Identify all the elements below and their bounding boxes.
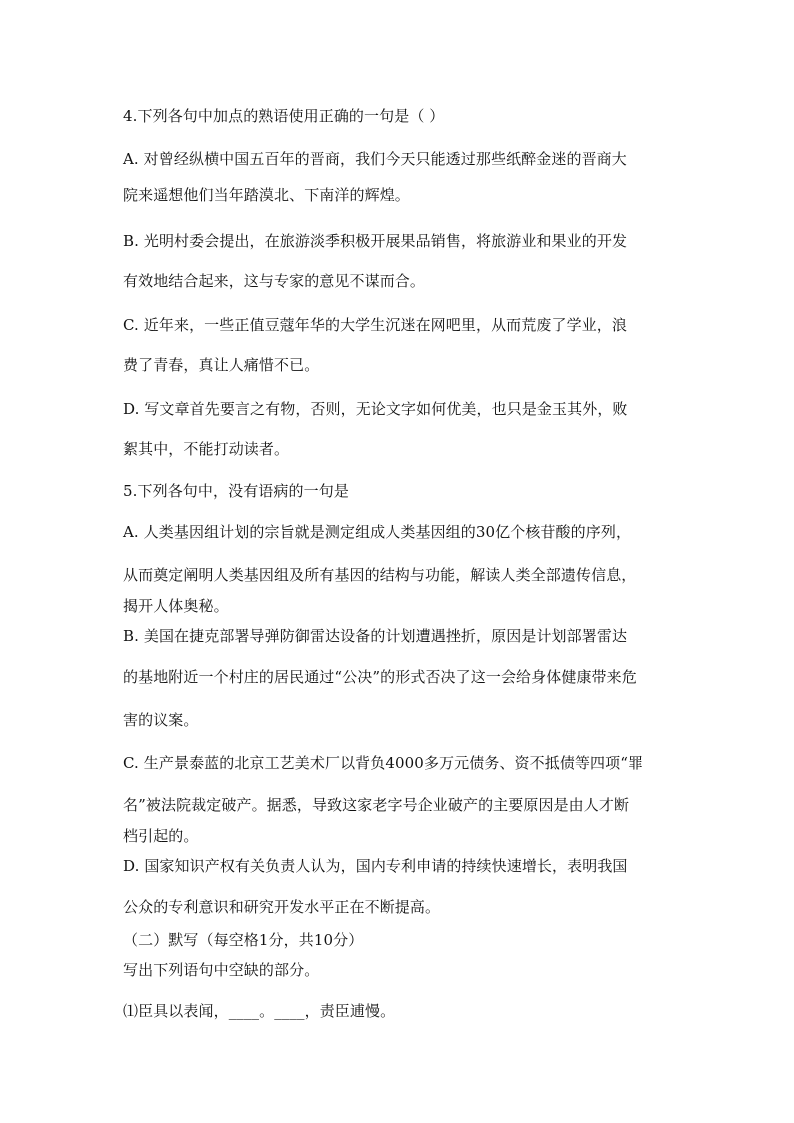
question-5-option-c-line-3: 档引起的。: [123, 827, 199, 845]
question-5-option-c-line-2: 名”被法院裁定破产。据悉，导致这家老字号企业破产的主要原因是由人才断: [123, 796, 630, 814]
question-4-stem: 4.下列各句中加点的熟语使用正确的一句是（ ）: [123, 107, 445, 125]
question-4-option-d-line-1: D. 写文章首先要言之有物，否则，无论文字如何优美，也只是金玉其外，败: [123, 400, 628, 418]
question-4-option-b-line-2: 有效地结合起来，这与专家的意见不谋而合。: [123, 272, 426, 290]
question-5-option-a-line-2: 从而奠定阐明人类基因组及所有基因的结构与功能，解读人类全部遗传信息，: [123, 566, 637, 584]
question-5-stem: 5.下列各句中，没有语病的一句是: [123, 482, 349, 500]
question-4-option-b-line-1: B. 光明村委会提出，在旅游淡季积极开展果品销售，将旅游业和果业的开发: [123, 232, 628, 250]
question-4-option-d-line-2: 絮其中，不能打动读者。: [123, 440, 290, 458]
question-5-option-b-line-1: B. 美国在捷克部署导弹防御雷达设备的计划遭遇挫折，原因是计划部署雷达: [123, 627, 628, 645]
dictation-instruction: 写出下列语句中空缺的部分。: [123, 961, 320, 979]
question-4-option-c-line-1: C. 近年来，一些正值豆蔻年华的大学生沉迷在网吧里，从而荒废了学业，浪: [123, 316, 627, 334]
question-5-option-d-line-2: 公众的专利意识和研究开发水平正在不断提高。: [123, 898, 441, 916]
question-5-option-a-line-1: A. 人类基因组计划的宗旨就是测定组成人类基因组的30亿个核苷酸的序列，: [123, 523, 632, 541]
question-5-option-b-line-3: 害的议案。: [123, 711, 199, 729]
question-4-option-c-line-2: 费了青春，真让人痛惜不已。: [123, 356, 320, 374]
question-5-option-c-line-1: C. 生产景泰蓝的北京工艺美术厂以背负4000多万元债务、资不抵债等四项“罪: [123, 754, 644, 772]
question-5-option-d-line-1: D. 国家知识产权有关负责人认为，国内专利申请的持续快速增长，表明我国: [123, 857, 628, 875]
dictation-item-1: ⑴臣具以表闻，____。____，责臣逋慢。: [123, 1002, 396, 1020]
section-heading-dictation: （二）默写（每空格1分，共10分）: [123, 931, 364, 949]
question-5-option-b-line-2: 的基地附近一个村庄的居民通过“公决”的形式否决了这一会给身体健康带来危: [123, 668, 637, 686]
question-5-option-a-line-3: 揭开人体奥秘。: [123, 597, 229, 615]
question-4-option-a-line-1: A. 对曾经纵横中国五百年的晋商，我们今天只能透过那些纸醉金迷的晋商大: [123, 150, 627, 168]
question-4-option-a-line-2: 院来遥想他们当年踏漠北、下南洋的辉煌。: [123, 186, 410, 204]
